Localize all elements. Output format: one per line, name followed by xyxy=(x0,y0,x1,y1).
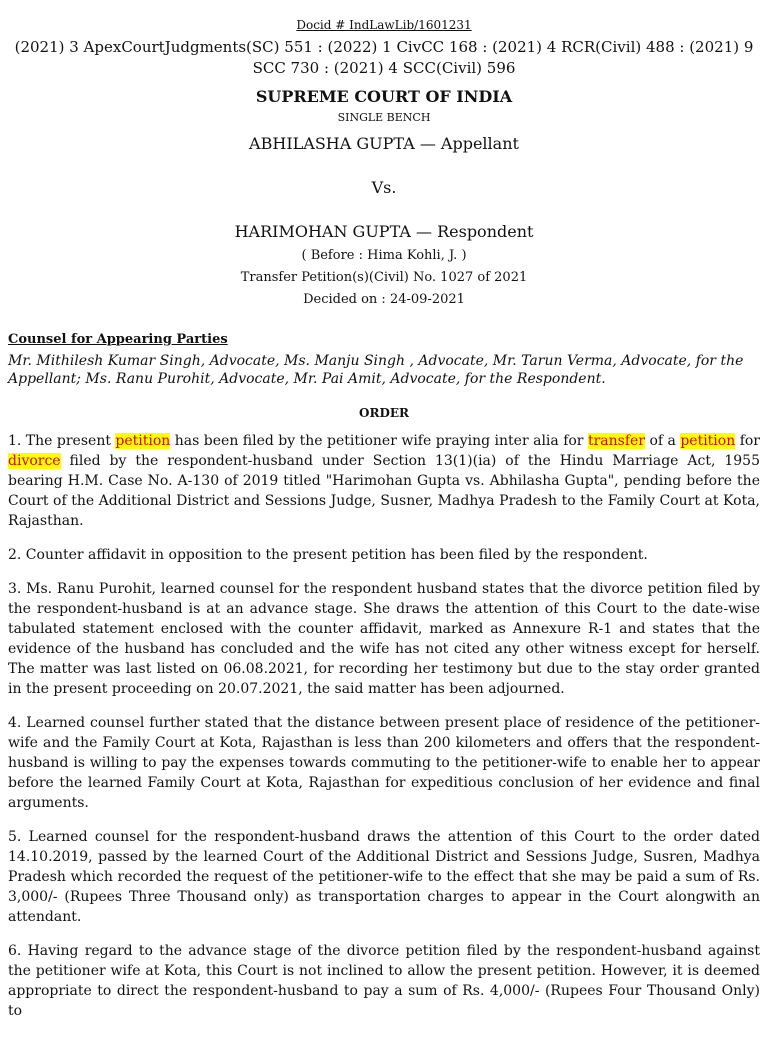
petition-number: Transfer Petition(s)(Civil) No. 1027 of 2021 xyxy=(240,270,528,285)
respondent-name: HARIMOHAN GUPTA — Respondent xyxy=(234,222,534,241)
p1-text: filed by the respondent-husband under Section 13(1)(ia) of the Hindu Marriage Act, 1955 bearing H.M. Case No. A-130 of 2019 titled "Harimohan Gupta vs. Abhilasha Gupta", pending before the Court of the Additional District and Sessions Judge, Susner, Madhya Pradesh to the Family Court at Kota, Rajasthan. xyxy=(8,453,760,529)
document-page xyxy=(0,17,768,1041)
versus-label: Vs. xyxy=(371,178,397,197)
court-name: SUPREME COURT OF INDIA xyxy=(255,87,513,106)
appellant-name: ABHILASHA GUPTA — Appellant xyxy=(249,134,519,153)
p1-text: of a xyxy=(645,433,681,449)
p1-text: for xyxy=(735,433,760,449)
judge-line: ( Before : Hima Kohli, J. ) xyxy=(301,248,467,263)
citation-line: (2021) 3 ApexCourtJudgments(SC) 551 : (2022) 1 CivCC 168 : (2021) 4 RCR(Civil) 488 : (2021) 9 SCC 730 : (2021) 4 SCC(Civil) 596 xyxy=(14,38,754,77)
order-paragraph-6: 6. Having regard to the advance stage of the divorce petition filed by the respondent-husband against the petitioner wife at Kota, this Court is not inclined to allow the present petition. However, it is deemed appropriate to direct the respondent-husband to pay a sum of Rs. 4,000/- (Rupees Four Thousand Only) to xyxy=(8,943,760,1019)
order-heading: ORDER xyxy=(359,406,409,420)
counsel-text: Mr. Mithilesh Kumar Singh, Advocate, Ms. Manju Singh , Advocate, Mr. Tarun Verma, Advocate, for the Appellant; Ms. Ranu Purohit, Advocate, Mr. Pai Amit, Advocate, for the Respondent. xyxy=(8,353,744,387)
order-paragraph-3: 3. Ms. Ranu Purohit, learned counsel for the respondent husband states that the divorce petition filed by the respondent-husband is at an advance stage. She draws the attention of this Court to the date-wise tabulated statement enclosed with the counter affidavit, marked as Annexure R-1 and states that the evidence of the husband has concluded and the wife has not cited any other witness except for herself. The matter was last listed on 06.08.2021, for recording her testimony but due to the stay order granted in the present proceeding on 20.07.2021, the said matter has been adjourned. xyxy=(8,581,760,697)
order-paragraph-4: 4. Learned counsel further stated that the distance between present place of residence of the petitioner-wife and the Family Court at Kota, Rajasthan is less than 200 kilometers and offers that the respondent-husband is willing to pay the expenses towards commuting to the petitioner-wife to enable her to appear before the learned Family Court at Kota, Rajasthan for expeditious conclusion of her evidence and final arguments. xyxy=(8,715,760,811)
docid: Docid # IndLawLib/1601231 xyxy=(296,18,472,32)
search-highlight: petition xyxy=(680,433,736,449)
bench-type: SINGLE BENCH xyxy=(337,111,431,124)
decision-date: Decided on : 24-09-2021 xyxy=(303,292,465,307)
p1-text: 1. The present xyxy=(8,433,116,449)
order-paragraph-1 xyxy=(8,431,760,531)
order-paragraph-2: 2. Counter affidavit in opposition to the present petition has been filed by the respondent. xyxy=(8,547,648,563)
counsel-heading: Counsel for Appearing Parties xyxy=(8,332,228,347)
order-paragraph-5: 5. Learned counsel for the respondent-husband draws the attention of this Court to the order dated 14.10.2019, passed by the learned Court of the Additional District and Sessions Judge, Susren, Madhya Pradesh which recorded the request of the petitioner-wife to the effect that she may be paid a sum of Rs. 3,000/- (Rupees Three Thousand only) as transportation charges to appear in the Court alongwith an attendant. xyxy=(8,829,760,925)
search-highlight: petition xyxy=(115,433,171,449)
search-highlight: divorce xyxy=(8,453,61,469)
search-highlight: transfer xyxy=(587,433,645,449)
p1-text: has been filed by the petitioner wife praying inter alia for xyxy=(170,433,588,449)
